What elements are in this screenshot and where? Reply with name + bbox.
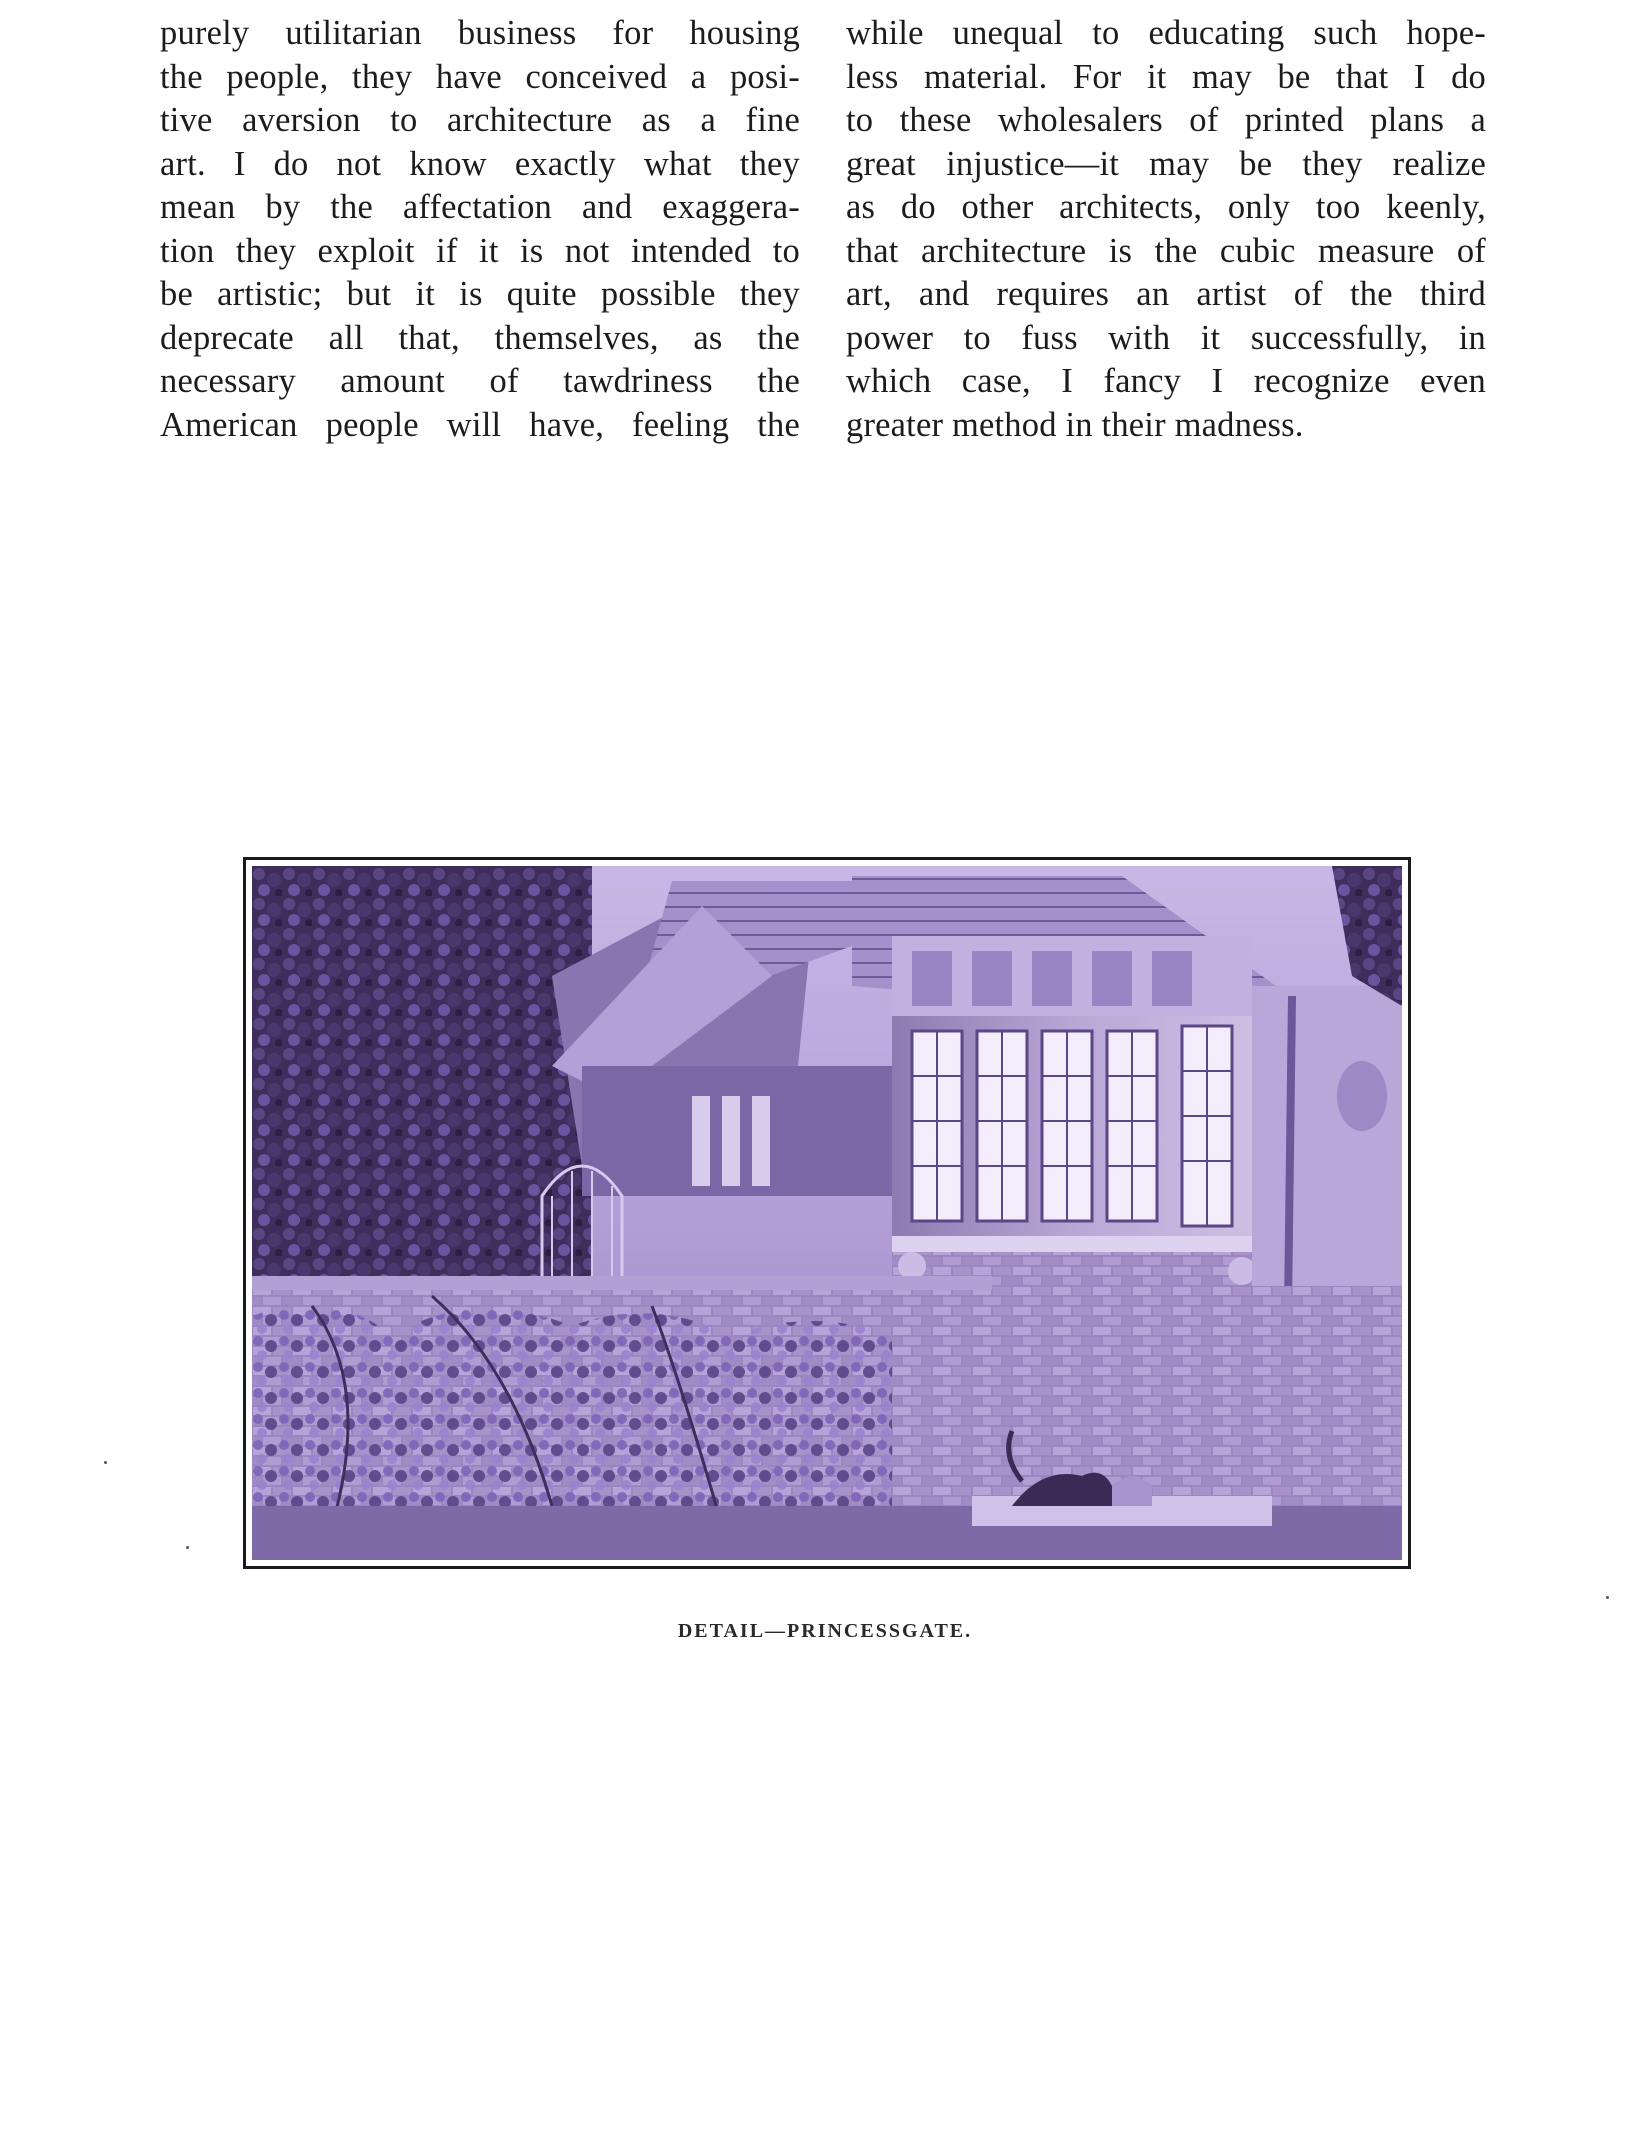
text-line: to these wholesalers of printed plans a	[846, 101, 1486, 139]
text-line: the people, they have conceived a posi-	[160, 57, 800, 96]
text-line: necessary amount of tawdriness the	[160, 362, 800, 400]
text-line: deprecate all that, themselves, as the	[160, 318, 800, 357]
text-line: less material. For it may be that I do	[846, 57, 1486, 96]
text-line: tion they exploit if it is not intended to	[160, 231, 800, 270]
photo-caption: DETAIL—PRINCESSGATE.	[677, 1620, 973, 1642]
text-line: art, and requires an artist of the third	[846, 275, 1486, 313]
house-photograph	[243, 857, 1411, 1569]
text-line: which case, I fancy I recognize even	[846, 362, 1486, 400]
text-line: be artistic; but it is quite possible they	[160, 275, 800, 313]
text-line: greater method in their madness.	[846, 405, 1304, 444]
text-line: mean by the affectation and exaggera-	[160, 188, 800, 226]
text-line: power to fuss with it successfully, in	[846, 318, 1486, 357]
text-line: as do other architects, only too keenly,	[846, 188, 1486, 226]
text-line: while unequal to educating such hope-	[846, 14, 1486, 52]
right-text-column	[846, 12, 1486, 447]
text-line: that architecture is the cubic measure of	[846, 231, 1486, 270]
paper-speck	[186, 1546, 189, 1549]
text-line: art. I do not know exactly what they	[160, 144, 800, 183]
text-line: American people will have, feeling the	[160, 405, 800, 444]
paper-speck	[104, 1461, 107, 1464]
left-text-column	[160, 12, 800, 447]
house-photo-illustration	[252, 866, 1402, 1560]
paper-speck	[1606, 1596, 1609, 1599]
text-line: tive aversion to architecture as a fine	[160, 101, 800, 139]
text-line: purely utilitarian business for housing	[160, 14, 800, 52]
text-line: great injustice—it may be they realize	[846, 144, 1486, 183]
